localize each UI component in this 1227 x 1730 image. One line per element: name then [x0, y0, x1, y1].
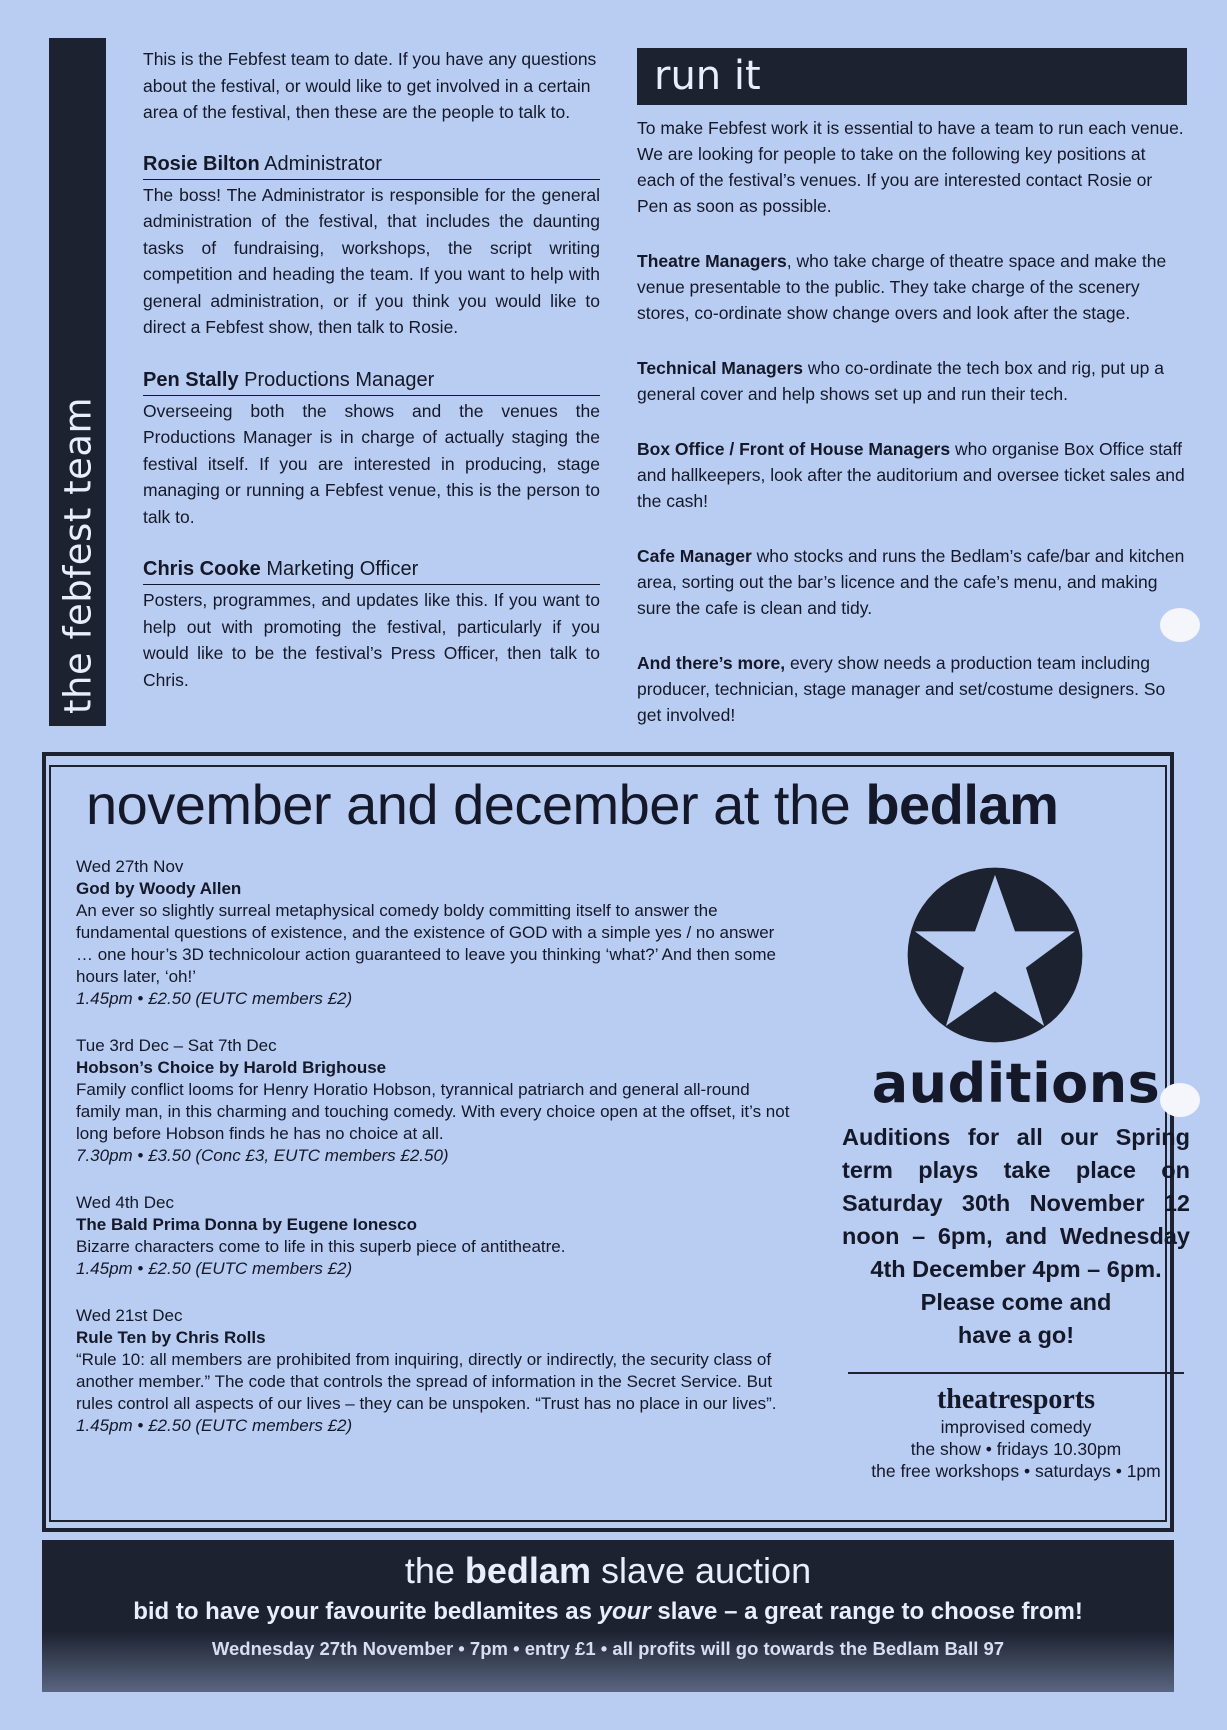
role-title: Box Office / Front of House Managers	[637, 439, 951, 459]
auditions-cta-1: Please come and	[920, 1289, 1112, 1315]
event-description: Family conflict looms for Henry Horatio Hobson, tyrannical patriarch and general all-round family man, in this charming and touching comedy. With every choice open at the offset, it’s not long before Hobson finds he has no choice at all.	[76, 1080, 790, 1143]
events-title-regular: november and december at the	[86, 773, 866, 836]
run-it-intro: To make Febfest work it is essential to have a team to run each venue. We are looking for people to take on the following key positions at each of the festival’s venues. If you are interested contact Rosie or Pen as soon as possible.	[637, 118, 1184, 216]
auction-sub-pre: bid to have your favourite bedlamites as	[133, 1598, 599, 1625]
event-item	[76, 1035, 791, 1167]
role-item	[637, 650, 1187, 728]
event-date: Wed 4th Dec	[76, 1193, 174, 1212]
event-item	[76, 856, 791, 1010]
event-description: “Rule 10: all members are prohibited from inquiring, directly or indirectly, the security class of another member.” The code that controls the spread of information in the Secret Service. But rules control all aspects of our lives – they can be unspoken. “Trust has no place in our lives”.	[76, 1350, 777, 1413]
event-name: God by Woody Allen	[76, 879, 242, 898]
auction-sub-post: slave – a great range to choose from!	[650, 1598, 1083, 1625]
role-title: Cafe Manager	[637, 546, 752, 566]
star-icon	[904, 864, 1086, 1046]
theatresports-title: theatresports	[936, 1384, 1096, 1415]
auction-title-bold: bedlam	[464, 1550, 591, 1591]
role-desc: who co-ordinate the tech box and rig, put up a general cover and help shows set up and run their tech.	[637, 358, 1164, 404]
member-name: Rosie Bilton	[143, 152, 260, 175]
member-role: Administrator	[264, 152, 382, 175]
event-item	[76, 1305, 791, 1437]
member-description: Posters, programmes, and updates like this. If you want to help out with promoting the festival, particularly if you would like to be the festival’s Press Officer, then talk to Chris.	[143, 590, 600, 690]
punch-hole	[1160, 1083, 1200, 1117]
theatresports-line: the free workshops • saturdays • 1pm	[871, 1461, 1161, 1481]
role-desc: who organise Box Office staff and hallkeepers, look after the auditorium and oversee ticket sales and the cash!	[637, 439, 1185, 511]
team-member	[143, 367, 600, 531]
member-description: The boss! The Administrator is responsible for the general administration of the festival, that includes the daunting tasks of fundraising, workshops, the script writing competition and heading the team. If you want to help with general administration, or if you think you would like to direct a Febfest show, then talk to Rosie.	[143, 184, 600, 337]
auction-title	[42, 1550, 1174, 1592]
team-section	[143, 46, 600, 719]
event-name: Rule Ten by Chris Rolls	[76, 1328, 266, 1347]
side-banner-text: the febfest team	[56, 396, 99, 714]
role-item	[637, 543, 1187, 621]
member-heading	[143, 151, 600, 180]
member-heading	[143, 556, 600, 585]
event-price: 7.30pm • £3.50 (Conc £3, EUTC members £2.50)	[76, 1146, 449, 1165]
divider	[848, 1372, 1184, 1374]
run-it-heading: run it	[637, 48, 1187, 105]
event-description: An ever so slightly surreal metaphysical comedy boldy committing itself to answer the fundamental questions of existence, and the existence of GOD with a simple yes / no answer … one hour’s 3D technicolour action guaranteed to leave you thinking ‘what?’ And then some hours later, ‘oh!’	[76, 901, 776, 986]
role-title: Technical Managers	[637, 358, 803, 378]
event-name: Hobson’s Choice by Harold Brighouse	[76, 1058, 387, 1077]
role-item	[637, 436, 1187, 514]
auction-subtitle	[42, 1598, 1174, 1626]
role-item	[637, 248, 1187, 326]
team-member	[143, 151, 600, 341]
run-it-section	[637, 48, 1187, 757]
theatresports-line: the show • fridays 10.30pm	[910, 1439, 1122, 1459]
event-date: Wed 21st Dec	[76, 1306, 183, 1325]
events-title	[86, 772, 1058, 837]
role-desc: who stocks and runs the Bedlam’s cafe/bar and kitchen area, sorting out the bar’s licence and the cafe’s menu, and making sure the cafe is clean and tidy.	[637, 546, 1185, 618]
role-item	[637, 355, 1187, 407]
punch-hole	[1160, 608, 1200, 642]
theatresports-line: improvised comedy	[940, 1417, 1092, 1437]
auditions-title: auditions	[871, 1052, 1161, 1115]
role-title: Theatre Managers	[637, 251, 787, 271]
event-date: Wed 27th Nov	[76, 857, 184, 876]
role-title: And there’s more,	[637, 653, 786, 673]
event-item	[76, 1192, 791, 1280]
events-title-bold: bedlam	[865, 773, 1059, 836]
member-name: Pen Stally	[143, 368, 239, 391]
event-description: Bizarre characters come to life in this superb piece of antitheatre.	[76, 1237, 566, 1256]
event-name: The Bald Prima Donna by Eugene Ionesco	[76, 1215, 418, 1234]
team-member	[143, 556, 600, 693]
event-price: 1.45pm • £2.50 (EUTC members £2)	[76, 1416, 353, 1435]
role-desc: , who take charge of theatre space and make the venue presentable to the public. They take charge of the scenery stores, co-ordinate show change overs and look after the stage.	[637, 251, 1167, 323]
auction-sub-em: your	[598, 1598, 651, 1625]
member-description: Overseeing both the shows and the venues the Productions Manager is in charge of actually staging the festival itself. If you are interested in producing, stage managing or running a Febfest venue, this is the person to talk to.	[143, 400, 600, 527]
auditions-cta-2: have a go!	[957, 1322, 1075, 1348]
events-box	[42, 752, 1190, 1532]
auction-banner	[42, 1540, 1174, 1692]
member-role: Productions Manager	[244, 368, 435, 391]
event-date: Tue 3rd Dec – Sat 7th Dec	[76, 1036, 277, 1055]
auditions-text: Auditions for all our Spring term plays take place on Saturday 30th November 12 noon – 6pm, and Wednesday 4th December 4pm – 6pm.	[842, 1124, 1190, 1282]
team-intro: This is the Febfest team to date. If you have any questions about the festival, or would like to get involved in a certain area of the festival, then these are the people to talk to.	[143, 49, 597, 122]
member-heading	[143, 367, 600, 396]
role-desc: every show needs a production team including producer, technician, stage manager and set/costume designers. So get involved!	[637, 653, 1166, 725]
auditions-panel	[840, 864, 1192, 1482]
auction-title-post: slave auction	[590, 1550, 812, 1591]
member-role: Marketing Officer	[266, 558, 419, 580]
event-price: 1.45pm • £2.50 (EUTC members £2)	[76, 1259, 353, 1278]
events-list	[76, 856, 791, 1462]
auction-details: Wednesday 27th November • 7pm • entry £1 • all profits will go towards the Bedlam Ball 97	[211, 1638, 1005, 1659]
auction-title-pre: the	[404, 1550, 465, 1591]
side-banner	[49, 38, 106, 726]
member-name: Chris Cooke	[143, 558, 261, 580]
event-price: 1.45pm • £2.50 (EUTC members £2)	[76, 989, 353, 1008]
